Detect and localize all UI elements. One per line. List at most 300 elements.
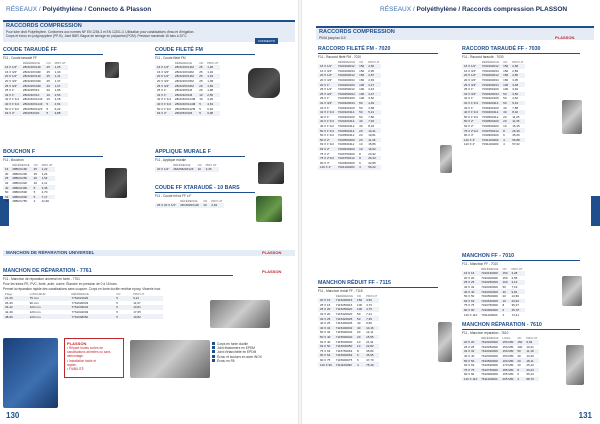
table-row (318, 307, 379, 312)
table-row (462, 276, 525, 281)
table-cell: 7021100400 (336, 165, 357, 170)
table-cell: 1,24 (41, 171, 48, 176)
table-cell: 2,87 (366, 73, 381, 78)
table-cell: 50 X 40 (318, 335, 334, 340)
table-cell: 10,21 (526, 344, 534, 349)
column-header: RÉFÉRENCE (335, 294, 354, 298)
right-banner-desc1: PN16 jusqu'au 110 (319, 36, 346, 40)
table-cell: 7,88 (512, 105, 519, 110)
table-cell: 9,21 (131, 296, 163, 301)
table-cell: 10 (357, 339, 361, 344)
table-cell: 150 (359, 73, 365, 78)
table-cell: 28BOU63F (10, 195, 31, 200)
table-cell: 26,30 (510, 128, 525, 133)
table-cell: 6 (503, 133, 505, 138)
table-cell: 7020630200 (336, 147, 357, 152)
table-row (155, 65, 220, 70)
section-subtitle: F11 - Manchon FF - 7010 (462, 262, 498, 266)
table-row (462, 271, 525, 276)
table-cell: 7010400000 (479, 289, 500, 294)
table-cell: 20 X 1/2" (155, 74, 173, 79)
table-cell: 25 (199, 79, 203, 84)
table-row (155, 106, 220, 111)
table-cell: 1,22 (40, 167, 55, 172)
table-row (318, 339, 379, 344)
column-header: CD (203, 199, 208, 203)
left-header-path: Polyéthylène / Connecto & Plasson (42, 6, 152, 13)
table-cell: 5,21 (366, 110, 381, 115)
table-cell: 1,28 (205, 65, 220, 70)
right-intro-banner (316, 26, 594, 40)
table-cell: 185 MM (502, 367, 514, 372)
table-cell: 100 (502, 280, 508, 285)
table-cell: 50 X 1"1/2 (157, 106, 171, 111)
table-row (318, 349, 379, 354)
table-cell: 24,92 (368, 151, 376, 156)
table-cell: 42-49 (5, 310, 13, 315)
column-header: RÉFÉRENCE (173, 163, 191, 167)
table-row (318, 335, 379, 340)
table-cell: 63 (5, 194, 9, 199)
table-cell: 150 MM (502, 340, 514, 345)
table-cell: 4 (501, 138, 510, 143)
table-cell: 90 X 3" (464, 133, 474, 138)
table-cell: 40 (357, 119, 366, 124)
column-header: RÉFÉRENCE (337, 60, 356, 64)
table-cell: 11,18 (524, 349, 539, 354)
table-cell: 50 (503, 96, 507, 101)
column-header: PRIX HT (54, 61, 66, 65)
table-row (462, 308, 525, 313)
feature-line: démontage. (67, 354, 84, 359)
table-cell: 7020500112 (337, 133, 355, 138)
table-cell: 5 (33, 190, 36, 195)
table-cell: 6,22 (54, 106, 61, 111)
table-row (462, 110, 525, 115)
right-header-path: Polyéthylène / Raccords compression PLASSON (416, 6, 568, 13)
table-cell: 28CR32X1F (21, 93, 45, 98)
table-row (155, 79, 220, 84)
table-cell: 7020400100 (337, 114, 355, 119)
table-cell: 25 (197, 74, 205, 79)
table-cell: 15,55 (364, 335, 379, 340)
table-cell: 205 MM (502, 377, 514, 382)
section-subtitle: F11 - Coude fileté FM (155, 56, 186, 60)
table-cell: 6 (357, 358, 359, 363)
table-cell: 100 mm (28, 305, 70, 310)
table-cell: 28CR63X2F (21, 111, 45, 116)
table-cell: 7020320034 (336, 101, 357, 106)
table-cell: 28CR40X114M (174, 102, 196, 107)
table-cell: 20 X 16 (318, 298, 334, 303)
table-cell: 40 (517, 354, 521, 359)
table-cell: 32 X 1"1/4 (464, 101, 478, 106)
table-cell: 9,98 (205, 111, 220, 116)
table-cell: 28CR25X34M (173, 83, 197, 88)
table-cell: 13,40 (526, 354, 534, 359)
table-cell: 7030320114 (480, 101, 501, 106)
table-row (462, 133, 525, 138)
column-header: RÉFÉRENCE (481, 336, 499, 340)
table-row (462, 299, 525, 304)
table-cell: 7,17 (40, 195, 55, 200)
table-cell: 5 (116, 300, 118, 305)
section-bouchon (3, 149, 103, 204)
table-cell: 7010900000 (479, 308, 500, 313)
table-cell: 2,11 (41, 181, 48, 186)
coude-xtaraude-table (155, 199, 224, 208)
table-cell: 110 X 3" (462, 138, 480, 143)
table-row (462, 64, 525, 69)
table-row (3, 74, 68, 79)
table-cell: 75 (5, 199, 9, 204)
table-cell: 10 (500, 299, 509, 304)
section-title: APPLIQUE MURALE F (155, 149, 245, 157)
table-cell: 6 (359, 160, 361, 165)
table-cell: 5 (45, 102, 53, 107)
table-cell: 4,49 (366, 101, 381, 106)
table-row (462, 138, 525, 143)
right-page-number: 131 (578, 411, 592, 420)
table-cell: 55,44 (526, 372, 534, 377)
manchon-rep-photo (566, 345, 584, 385)
table-cell: 7020500200 (336, 138, 357, 143)
table-cell: 10 (359, 142, 363, 147)
applique-table (155, 163, 219, 172)
section-title: MANCHON RÉPARATION - 7610 (462, 322, 580, 330)
table-cell: 40 X 1"1/2 (320, 124, 334, 129)
table-cell: 50 X 50 (464, 294, 475, 299)
table-cell: 20 X 1/2" (3, 74, 21, 79)
table-cell: 7010750000 (481, 303, 498, 308)
table-row (462, 73, 525, 78)
table-cell: 8 (357, 348, 359, 353)
table-cell: 3,92 (512, 87, 519, 92)
table-cell: 20 (503, 114, 507, 119)
table-cell: 8 (501, 128, 510, 133)
table-cell: 20 (45, 83, 53, 88)
section-coude-taraude (3, 47, 103, 116)
table-cell: 40 (500, 289, 509, 294)
table-cell: 50 (359, 105, 363, 110)
table-row (155, 88, 220, 93)
table-cell: 25 X 16 (320, 302, 331, 307)
table-row (318, 110, 381, 115)
table-cell: 25 X 3/4" (318, 92, 336, 97)
table-cell: 10 (46, 97, 50, 102)
table-row (318, 119, 381, 124)
table-cell: 4,73 (366, 302, 372, 307)
table-cell: 32 X 1"1/4 (157, 97, 171, 102)
table-cell: 7011100000 (481, 312, 498, 317)
table-cell: 150 MM (502, 354, 514, 359)
table-row (155, 97, 220, 102)
column-header: PRIX HT (133, 292, 145, 296)
table-cell: 7020320114 (336, 110, 357, 115)
table-cell: 20 X 20 (462, 340, 479, 345)
bouchon-table (3, 163, 55, 204)
table-cell: 5 (197, 102, 205, 107)
table-cell: 16,62 (366, 147, 381, 152)
table-cell: 20,92 (510, 299, 525, 304)
manchon-rep-table (462, 336, 539, 381)
table-cell: 25 X 1" (157, 88, 167, 93)
table-row (155, 102, 220, 107)
table-cell: 8 (502, 303, 505, 308)
table-row (462, 124, 525, 129)
pipe-samples-photo (3, 338, 58, 408)
table-cell: 150 (359, 64, 365, 69)
column-header: PRIX HT (511, 267, 523, 271)
section-title: BOUCHON F (3, 149, 103, 157)
manchon-universel-banner (3, 250, 295, 256)
section-subtitle: F11 - Raccord fileté FM - 7020 (318, 55, 361, 59)
section-applique (155, 149, 245, 172)
table-cell: 4,56 (510, 92, 525, 97)
table-cell: 5 (116, 310, 118, 315)
column-header: RÉFÉRENCE (481, 60, 500, 64)
table-cell: 20 X 20 (464, 275, 475, 280)
table-cell: 2,62 (209, 203, 224, 208)
table-cell: 7030400100 (481, 105, 499, 110)
section-title: RACCORD FILETÉ FM - 7020 (318, 46, 438, 54)
table-cell: 20 (199, 88, 203, 93)
legend-text: Corps en fonte ductile (217, 342, 249, 346)
table-cell: 28CR16X34F (22, 69, 42, 74)
table-row (462, 377, 539, 382)
table-cell: 150 (359, 78, 365, 83)
table-cell: 50 X 1"1/2 (464, 114, 478, 119)
table-cell: 7761026033 (71, 300, 89, 305)
table-cell: 1,34 (205, 74, 220, 79)
table-row (462, 119, 525, 124)
feature-line: • Installation facile et (67, 358, 97, 363)
table-cell: 7761033042 (70, 305, 115, 310)
table-cell: 7030320100 (481, 96, 499, 101)
manchon-ff-table (462, 267, 525, 317)
column-header: RÉFÉRENCE (180, 199, 198, 203)
table-cell: 4,13 (510, 280, 525, 285)
table-cell: 7030630200 (481, 124, 499, 129)
table-cell: 43,23 (524, 368, 539, 373)
manchon-reduit-photo (438, 322, 452, 362)
table-cell: 16 X 3/4" (464, 68, 477, 73)
table-cell: 7610750000 (479, 368, 500, 373)
coude-taraude-photo (105, 62, 119, 78)
table-cell: 25 X 3/4" (155, 83, 173, 88)
table-row (462, 128, 525, 133)
table-row (462, 92, 525, 97)
table-cell: 90 X 3" (320, 160, 330, 165)
table-cell: 75,40 (364, 362, 379, 367)
table-row (318, 92, 381, 97)
section-title: RACCORD TARAUDÉ FF - 7030 (462, 46, 580, 54)
table-cell: 8 (357, 156, 366, 161)
table-cell: 7115320025 (334, 316, 355, 321)
legend-text: Écrou en PA (217, 358, 235, 363)
table-cell: 9,60 (366, 321, 372, 326)
table-cell: 10 (199, 97, 203, 102)
table-cell: 75 X 75 (462, 368, 479, 373)
table-row (318, 358, 379, 363)
table-cell: 13,81 (131, 305, 163, 310)
table-cell: 1,30 (54, 69, 61, 74)
table-cell: 7,21 (366, 312, 372, 317)
table-cell: 110 X 90 (320, 362, 332, 367)
table-row (318, 64, 381, 69)
table-cell: 11,35 (510, 119, 525, 124)
table-row (462, 312, 525, 317)
column-header: RÉFÉRENCE (174, 61, 193, 65)
manchon-ff-photo (562, 276, 582, 306)
table-cell: 28BOU40F (10, 185, 31, 190)
table-cell: 7030500112 (481, 114, 499, 119)
table-row (318, 138, 381, 143)
table-cell: 7115200016 (334, 298, 355, 303)
section-subtitle: F11 - Coude Irrivoi FF x F (155, 194, 192, 198)
table-cell: 3,47 (366, 92, 381, 97)
table-cell: 7020500114 (336, 128, 357, 133)
table-cell: 50 X 1"1/2 (320, 133, 334, 138)
table-cell: 63 X 63 (464, 363, 475, 368)
left-page-number: 130 (6, 411, 20, 420)
table-row (155, 74, 220, 79)
table-cell: 7020160034 (337, 68, 355, 73)
table-cell: 90 X 63 (318, 353, 334, 358)
table-cell: 120 mm (29, 310, 41, 315)
table-cell: 4 (355, 362, 364, 367)
table-cell: 32 X 32 (462, 349, 479, 354)
table-cell: 7020250100 (337, 96, 355, 101)
table-row (318, 165, 381, 170)
table-cell: 10 (503, 124, 507, 129)
right-page (300, 0, 600, 424)
feature-line: rapide. (67, 362, 77, 367)
table-cell: 10 (357, 147, 366, 152)
table-row (155, 70, 220, 75)
table-cell: 56,88 (510, 138, 525, 143)
table-cell: 7610250000 (481, 344, 498, 349)
table-cell: 7020750200 (337, 151, 355, 156)
table-cell: 45,78 (510, 308, 525, 313)
bouchon-photo (105, 168, 127, 198)
left-banner-title: RACCORDS COMPRESSION (6, 23, 82, 29)
table-cell: 32 X 20 (320, 312, 331, 317)
table-cell: 7611100000 (479, 377, 500, 382)
table-cell: 32 X 32 (464, 285, 475, 290)
table-cell: 28CR20X34F (22, 79, 42, 84)
table-cell: 7030250100 (481, 87, 499, 92)
table-cell: 3,47 (366, 82, 381, 87)
manchon-reduit-table (318, 294, 379, 367)
left-banner-desc2: Corps et écrou en polypropylène (PP-B). Joint NBR. Bague de serrage en polyacétal (POM). Pression maximale 16 bars à 20°C. (6, 34, 188, 38)
table-cell: 20 (357, 138, 366, 143)
table-cell: 16 X 3/4" (157, 69, 170, 74)
table-cell: 3,20 (207, 97, 214, 102)
table-cell: 7610500000 (479, 358, 500, 363)
table-cell: 7020200012 (336, 73, 357, 78)
table-cell: 40 X 40 (464, 354, 475, 359)
table-cell: 25 X 1" (320, 96, 330, 101)
section-title: MANCHON FF - 7010 (462, 253, 580, 261)
column-header: CD (46, 61, 51, 65)
table-cell: 25,10 (526, 363, 534, 368)
table-cell: 50 (357, 101, 366, 106)
table-row (318, 303, 379, 308)
table-cell: 16 X 1/2" (3, 65, 21, 70)
table-cell: 75 X 2" (320, 151, 330, 156)
table-cell: 100 (503, 82, 509, 87)
table-cell: 48-60 (3, 314, 28, 319)
table-row (318, 298, 379, 303)
table-cell: 63 X 2" (464, 124, 474, 129)
table-cell: 32 X 3/4" (462, 92, 480, 97)
table-cell: 25 X 20 X 1/2" (157, 203, 177, 208)
table-cell: 150 (502, 271, 508, 276)
raccord-taraude-photo (562, 100, 582, 134)
table-cell: 7020400112 (337, 124, 355, 129)
column-header: CD (359, 60, 364, 64)
table-row (318, 96, 381, 101)
table-cell: 2 (33, 199, 36, 204)
table-row (318, 128, 381, 133)
table-cell: 20 X 3/4" (157, 79, 170, 84)
table-cell: 17,65 (133, 310, 141, 315)
table-cell: 28CR25X34F (21, 83, 45, 88)
table-cell: 100 (517, 344, 523, 349)
table-row (462, 78, 525, 83)
table-cell: 28CR20X34M (174, 79, 194, 84)
left-header (6, 6, 151, 13)
table-cell: 7115900063 (334, 353, 355, 358)
table-cell: 19,82 (131, 314, 163, 319)
table-cell: 20 X 3/4" (464, 78, 477, 83)
column-header: PRIX HT (368, 60, 380, 64)
table-row (3, 314, 163, 319)
table-cell: 2,55 (205, 93, 220, 98)
table-cell: 150 (359, 68, 365, 73)
applique-photo (258, 162, 284, 184)
table-cell: 40 (359, 124, 363, 129)
column-header: PRIX HT (366, 294, 378, 298)
table-cell: 50 (502, 285, 506, 290)
table-cell: 3,48 (510, 82, 525, 87)
table-cell: 195 MM (502, 372, 514, 377)
table-row (3, 70, 68, 75)
table-cell: 50 X 1"1/2 (5, 106, 19, 111)
column-header: CD (33, 163, 38, 167)
table-cell: 11,67 (133, 300, 141, 305)
table-cell: 47,70 (366, 358, 374, 363)
table-cell: 5 (114, 296, 131, 301)
table-cell: 25 (46, 79, 50, 84)
table-cell: 4,58 (368, 105, 375, 110)
table-cell: 7030160034 (481, 68, 499, 73)
table-cell: 2,95 (368, 68, 375, 73)
table-row (318, 316, 379, 321)
table-cell: 170 MM (502, 363, 514, 368)
left-intro-banner (3, 20, 295, 42)
table-cell: 28CR32X1M (173, 93, 197, 98)
table-cell: 3,55 (511, 275, 518, 280)
table-cell: 7761048060 (70, 314, 115, 319)
table-cell: 1,37 (54, 79, 61, 84)
table-cell: 4 (503, 142, 505, 147)
table-cell: 10 (196, 167, 204, 172)
table-cell: 11,25 (512, 114, 520, 119)
table-cell: 7020320100 (337, 105, 355, 110)
table-cell: 25 X 20 (318, 307, 334, 312)
